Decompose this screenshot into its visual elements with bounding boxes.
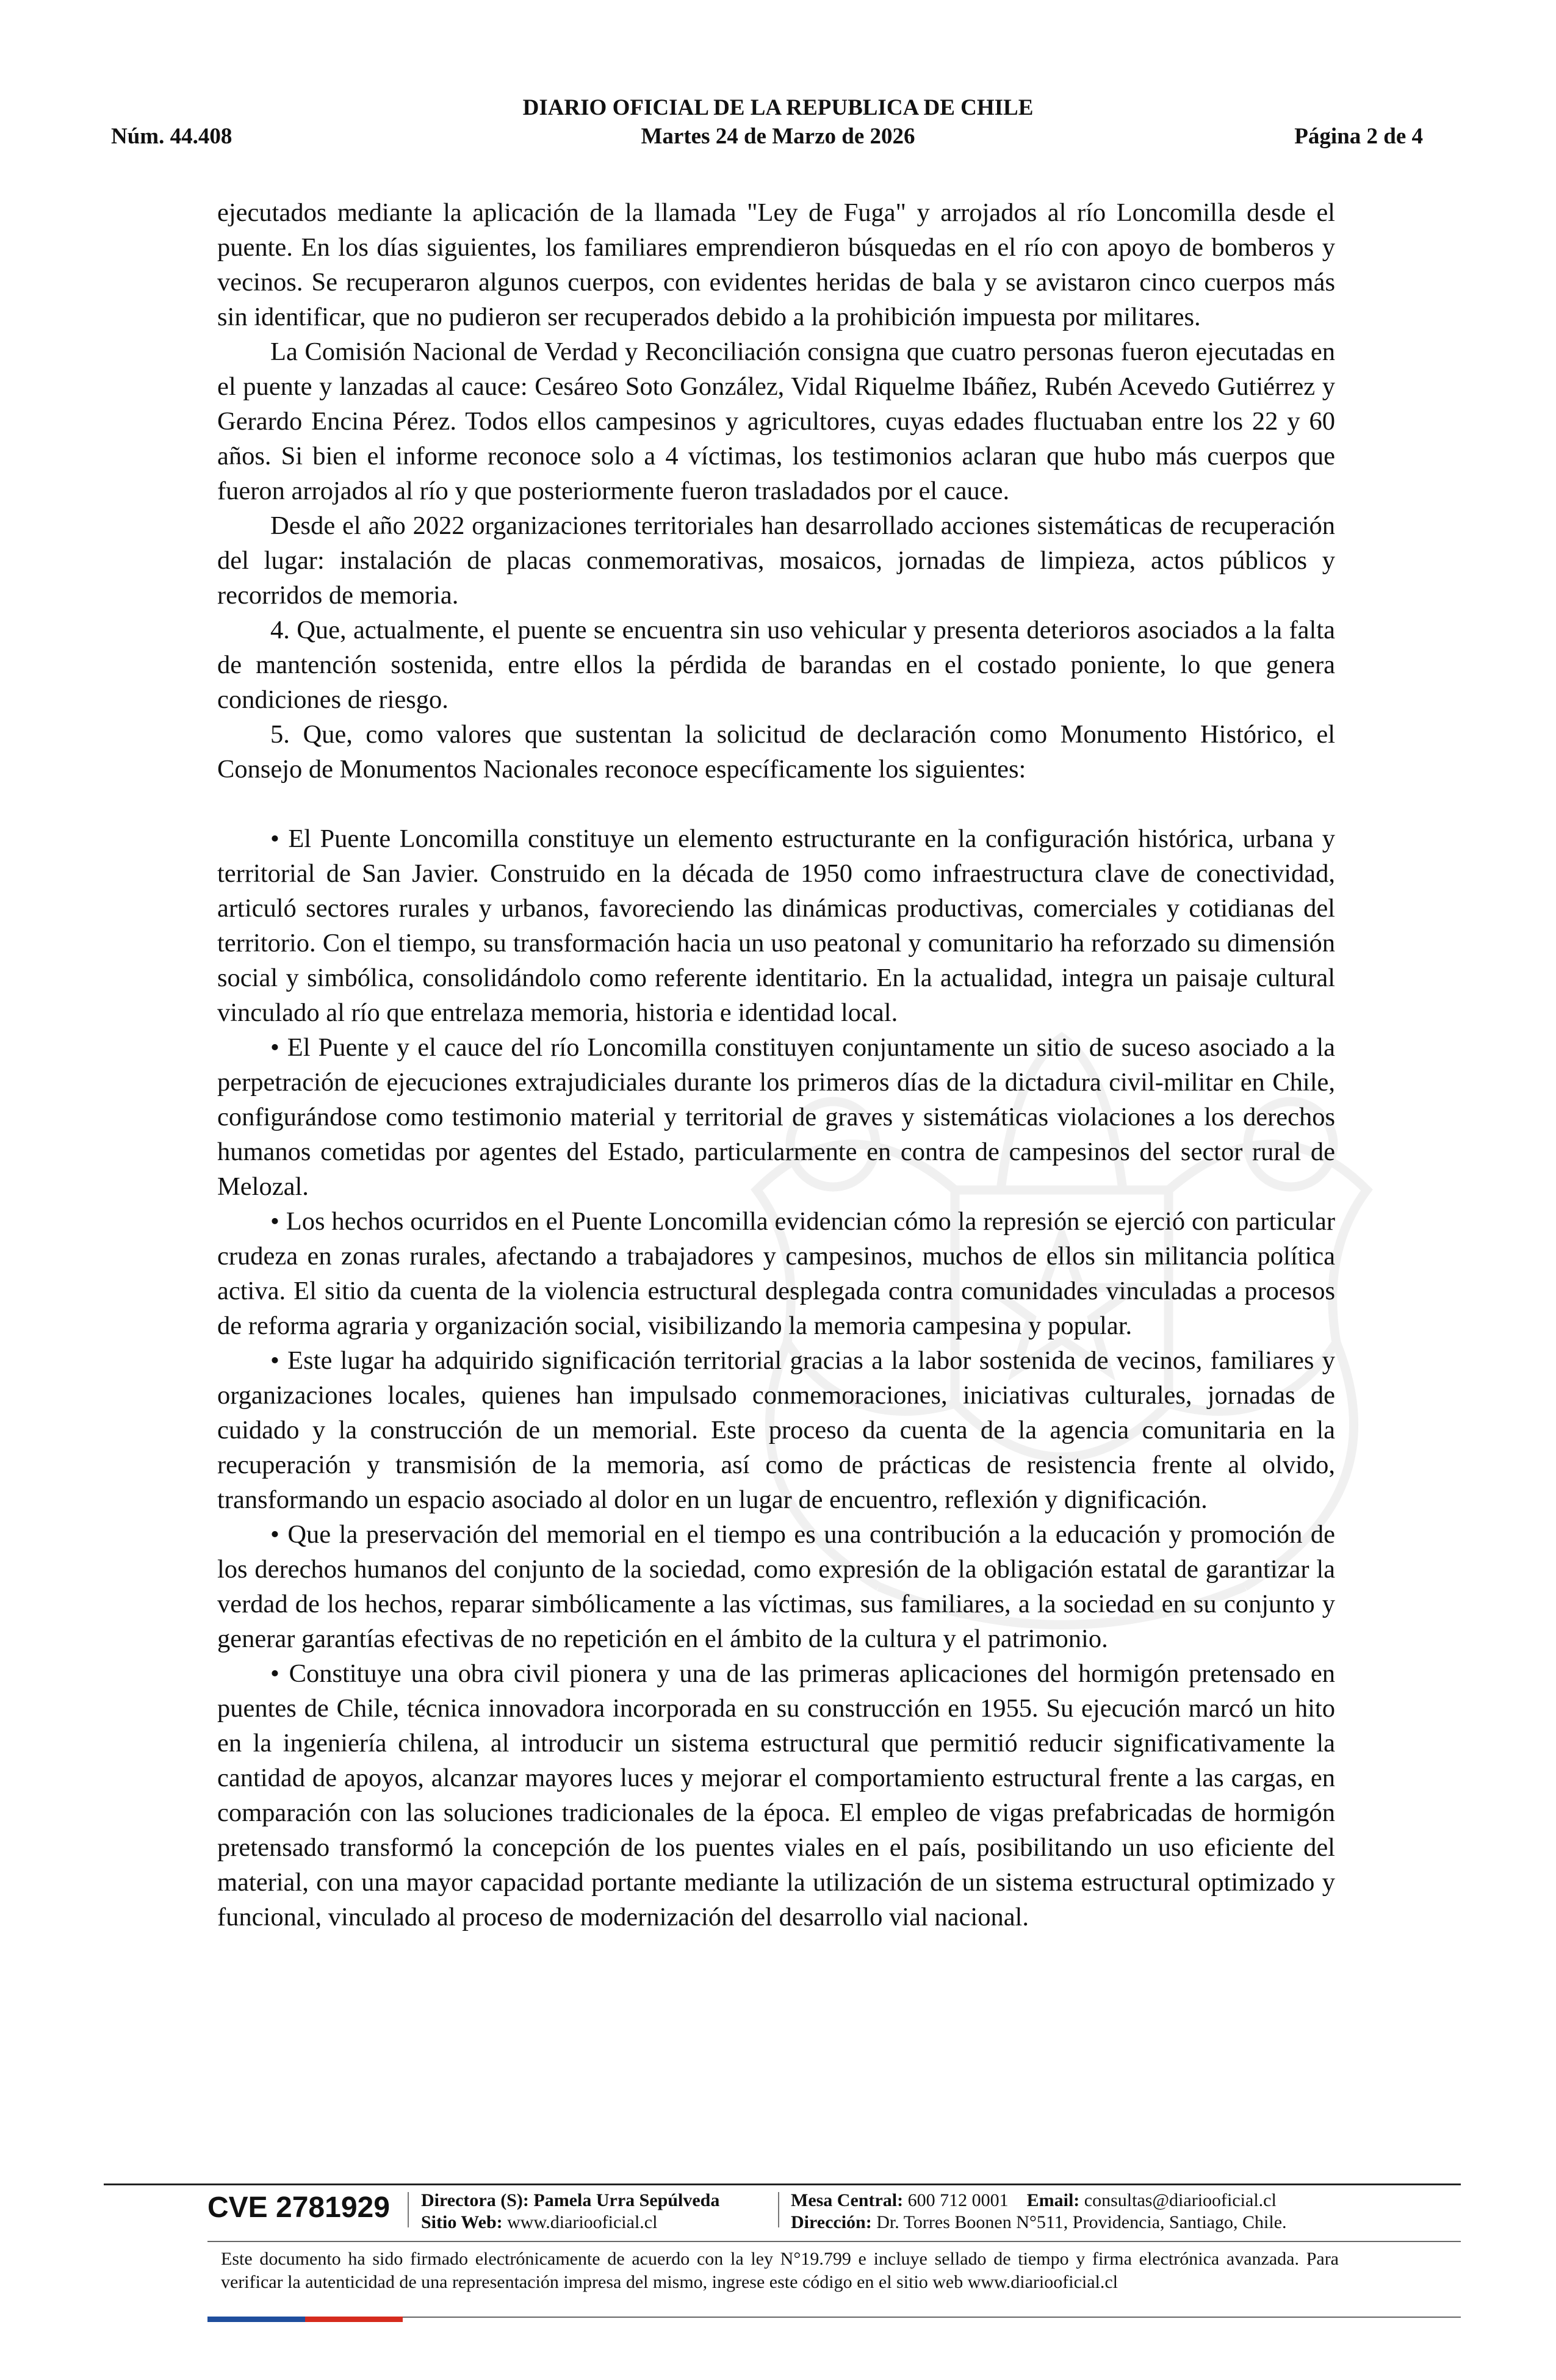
- paragraph: 4. Que, actualmente, el puente se encuentra sin uso vehicular y presenta deterioros asociados a la falta de mantención sostenida, entre ellos la pérdida de barandas en el costado poniente, lo que genera condiciones de riesgo.: [217, 616, 1335, 714]
- paragraph: Desde el año 2022 organizaciones territoriales han desarrollado acciones sistemáticas de recuperación del lugar: instalación de placas conmemorativas, mosaicos, jornadas de limpieza, actos públicos y recorridos de memoria.: [217, 511, 1335, 610]
- phone-number: 600 712 0001: [907, 2190, 1009, 2210]
- bullet-paragraph: • Constituye una obra civil pionera y una de las primeras aplicaciones del hormigón pretensado en puentes de Chile, técnica innovadora incorporada en su construcción en 1955. Su ejecución marcó un hito en la ingeniería chilena, al introducir un sistema estructural que permitió reducir significativamente la cantidad de apoyos, alcanzar mayores luces y mejorar el comportamiento estructural frente a las cargas, en comparación con las soluciones tradicionales de la época. El empleo de vigas prefabricadas de hormigón pretensado transformó la concepción de los puentes viales en el país, posibilitando un uso eficiente del material, con una mayor capacidad portante mediante la utilización de un sistema estructural optimizado y funcional, vinculado al proceso de modernización del desarrollo vial nacional.: [217, 1659, 1335, 1931]
- director-label: Directora (S):: [421, 2190, 529, 2210]
- website-label: Sitio Web:: [421, 2212, 503, 2232]
- paragraph: La Comisión Nacional de Verdad y Reconciliación consigna que cuatro personas fueron ejecutadas en el puente y lanzadas al cauce: Cesáreo Soto González, Vidal Riquelme Ibáñez, Rubén Acevedo Gutiérrez y Gerardo Encina Pérez. Todos ellos campesinos y agricultores, cuyas edades fluctuaban entre los 22 y 60 años. Si bien el informe reconoce solo a 4 víctimas, los testimonios aclaran que hubo más cuerpos que fueron arrojados al río y que posteriormente fueron trasladados por el cauce.: [217, 337, 1335, 505]
- email-label: Email:: [1026, 2190, 1080, 2210]
- issue-date: Martes 24 de Marzo de 2026: [641, 124, 915, 149]
- bullet-paragraph: • Los hechos ocurridos en el Puente Loncomilla evidencian cómo la represión se ejerció con particular crudeza en zonas rurales, afectando a trabajadores y campesinos, muchos de ellos sin militancia política activa. El sitio da cuenta de la violencia estructural desplegada contra comunidades vinculadas a procesos de reforma agraria y organización social, visibilizando la memoria campesina y popular.: [217, 1207, 1335, 1340]
- document-body: [217, 195, 1335, 1935]
- cve-code: CVE 2781929: [207, 2191, 390, 2224]
- address: Dr. Torres Boonen N°511, Providencia, Santiago, Chile.: [876, 2212, 1287, 2232]
- footer-contact-right: [791, 2190, 1287, 2234]
- newspaper-title: DIARIO OFICIAL DE LA REPUBLICA DE CHILE: [522, 95, 1034, 120]
- page-indicator: Página 2 de 4: [1294, 124, 1423, 149]
- footer-divider: [104, 2183, 1461, 2185]
- bullet-paragraph: • El Puente y el cauce del río Loncomilla constituyen conjuntamente un sitio de suceso asociado a la perpetración de ejecuciones extrajudiciales durante los primeros días de la dictadura civil-militar en Chile, configurándose como testimonio material y territorial de graves y sistemáticas violaciones a los derechos humanos cometidas por agentes del Estado, particularmente en contra de campesinos del sector rural de Melozal.: [217, 1033, 1335, 1201]
- bullet-paragraph: • El Puente Loncomilla constituye un elemento estructurante en la configuración histórica, urbana y territorial de San Javier. Construido en la década de 1950 como infraestructura clave de conectividad, articuló sectores rurales y urbanos, favoreciendo las dinámicas productivas, comerciales y cotidianas del territorio. Con el tiempo, su transformación hacia un uso peatonal y comunitario ha reforzado su dimensión social y simbólica, consolidándolo como referente identitario. En la actualidad, integra un paisaje cultural vinculado al río que entrelaza memoria, historia e identidad local.: [217, 824, 1335, 1027]
- website-link[interactable]: www.diariooficial.cl: [507, 2212, 658, 2232]
- footer-separator: [778, 2192, 779, 2227]
- paragraph: ejecutados mediante la aplicación de la llamada "Ley de Fuga" y arrojados al río Loncomilla desde el puente. En los días siguientes, los familiares emprendieron búsquedas en el río con apoyo de bomberos y vecinos. Se recuperaron algunos cuerpos, con evidentes heridas de bala y se avistaron cinco cuerpos más sin identificar, que no pudieron ser recuperados debido a la prohibición impuesta por militares.: [217, 198, 1335, 331]
- legal-notice: Este documento ha sido firmado electrónicamente de acuerdo con la ley N°19.799 e incluye sellado de tiempo y firma electrónica avanzada. Para verificar la autenticidad de una representación impresa del mismo, ingrese este código en el sitio web www.diariooficial.cl: [221, 2249, 1339, 2292]
- email-link[interactable]: consultas@diariooficial.cl: [1084, 2190, 1277, 2210]
- flag-stripe-red: [305, 2317, 403, 2322]
- footer-separator: [408, 2192, 409, 2227]
- bullet-paragraph: • Que la preservación del memorial en el tiempo es una contribución a la educación y promoción de los derechos humanos del conjunto de la sociedad, como expresión de la obligación estatal de garantizar la verdad de los hechos, reparar simbólicamente a las víctimas, sus familiares, a la sociedad en su conjunto y generar garantías efectivas de no repetición en el ámbito de la cultura y el patrimonio.: [217, 1520, 1335, 1653]
- issue-number: Núm. 44.408: [111, 124, 232, 149]
- address-label: Dirección:: [791, 2212, 872, 2232]
- bullet-paragraph: • Este lugar ha adquirido significación territorial gracias a la labor sostenida de vecinos, familiares y organizaciones locales, quienes han impulsado conmemoraciones, iniciativas culturales, jornadas de cuidado y la construcción de un memorial. Este proceso da cuenta de la agencia comunitaria en la recuperación y transmisión de la memoria, así como de prácticas de resistencia frente al olvido, transformando un espacio asociado al dolor en un lugar de encuentro, reflexión y dignificación.: [217, 1346, 1335, 1514]
- footer-contact-left: [421, 2190, 719, 2234]
- phone-label: Mesa Central:: [791, 2190, 904, 2210]
- footer-divider: [207, 2241, 1461, 2242]
- flag-stripe-blue: [207, 2317, 305, 2322]
- paragraph: 5. Que, como valores que sustentan la solicitud de declaración como Monumento Histórico, el Consejo de Monumentos Nacionales reconoce específicamente los siguientes:: [217, 720, 1335, 784]
- director-name: Pamela Urra Sepúlveda: [533, 2190, 720, 2210]
